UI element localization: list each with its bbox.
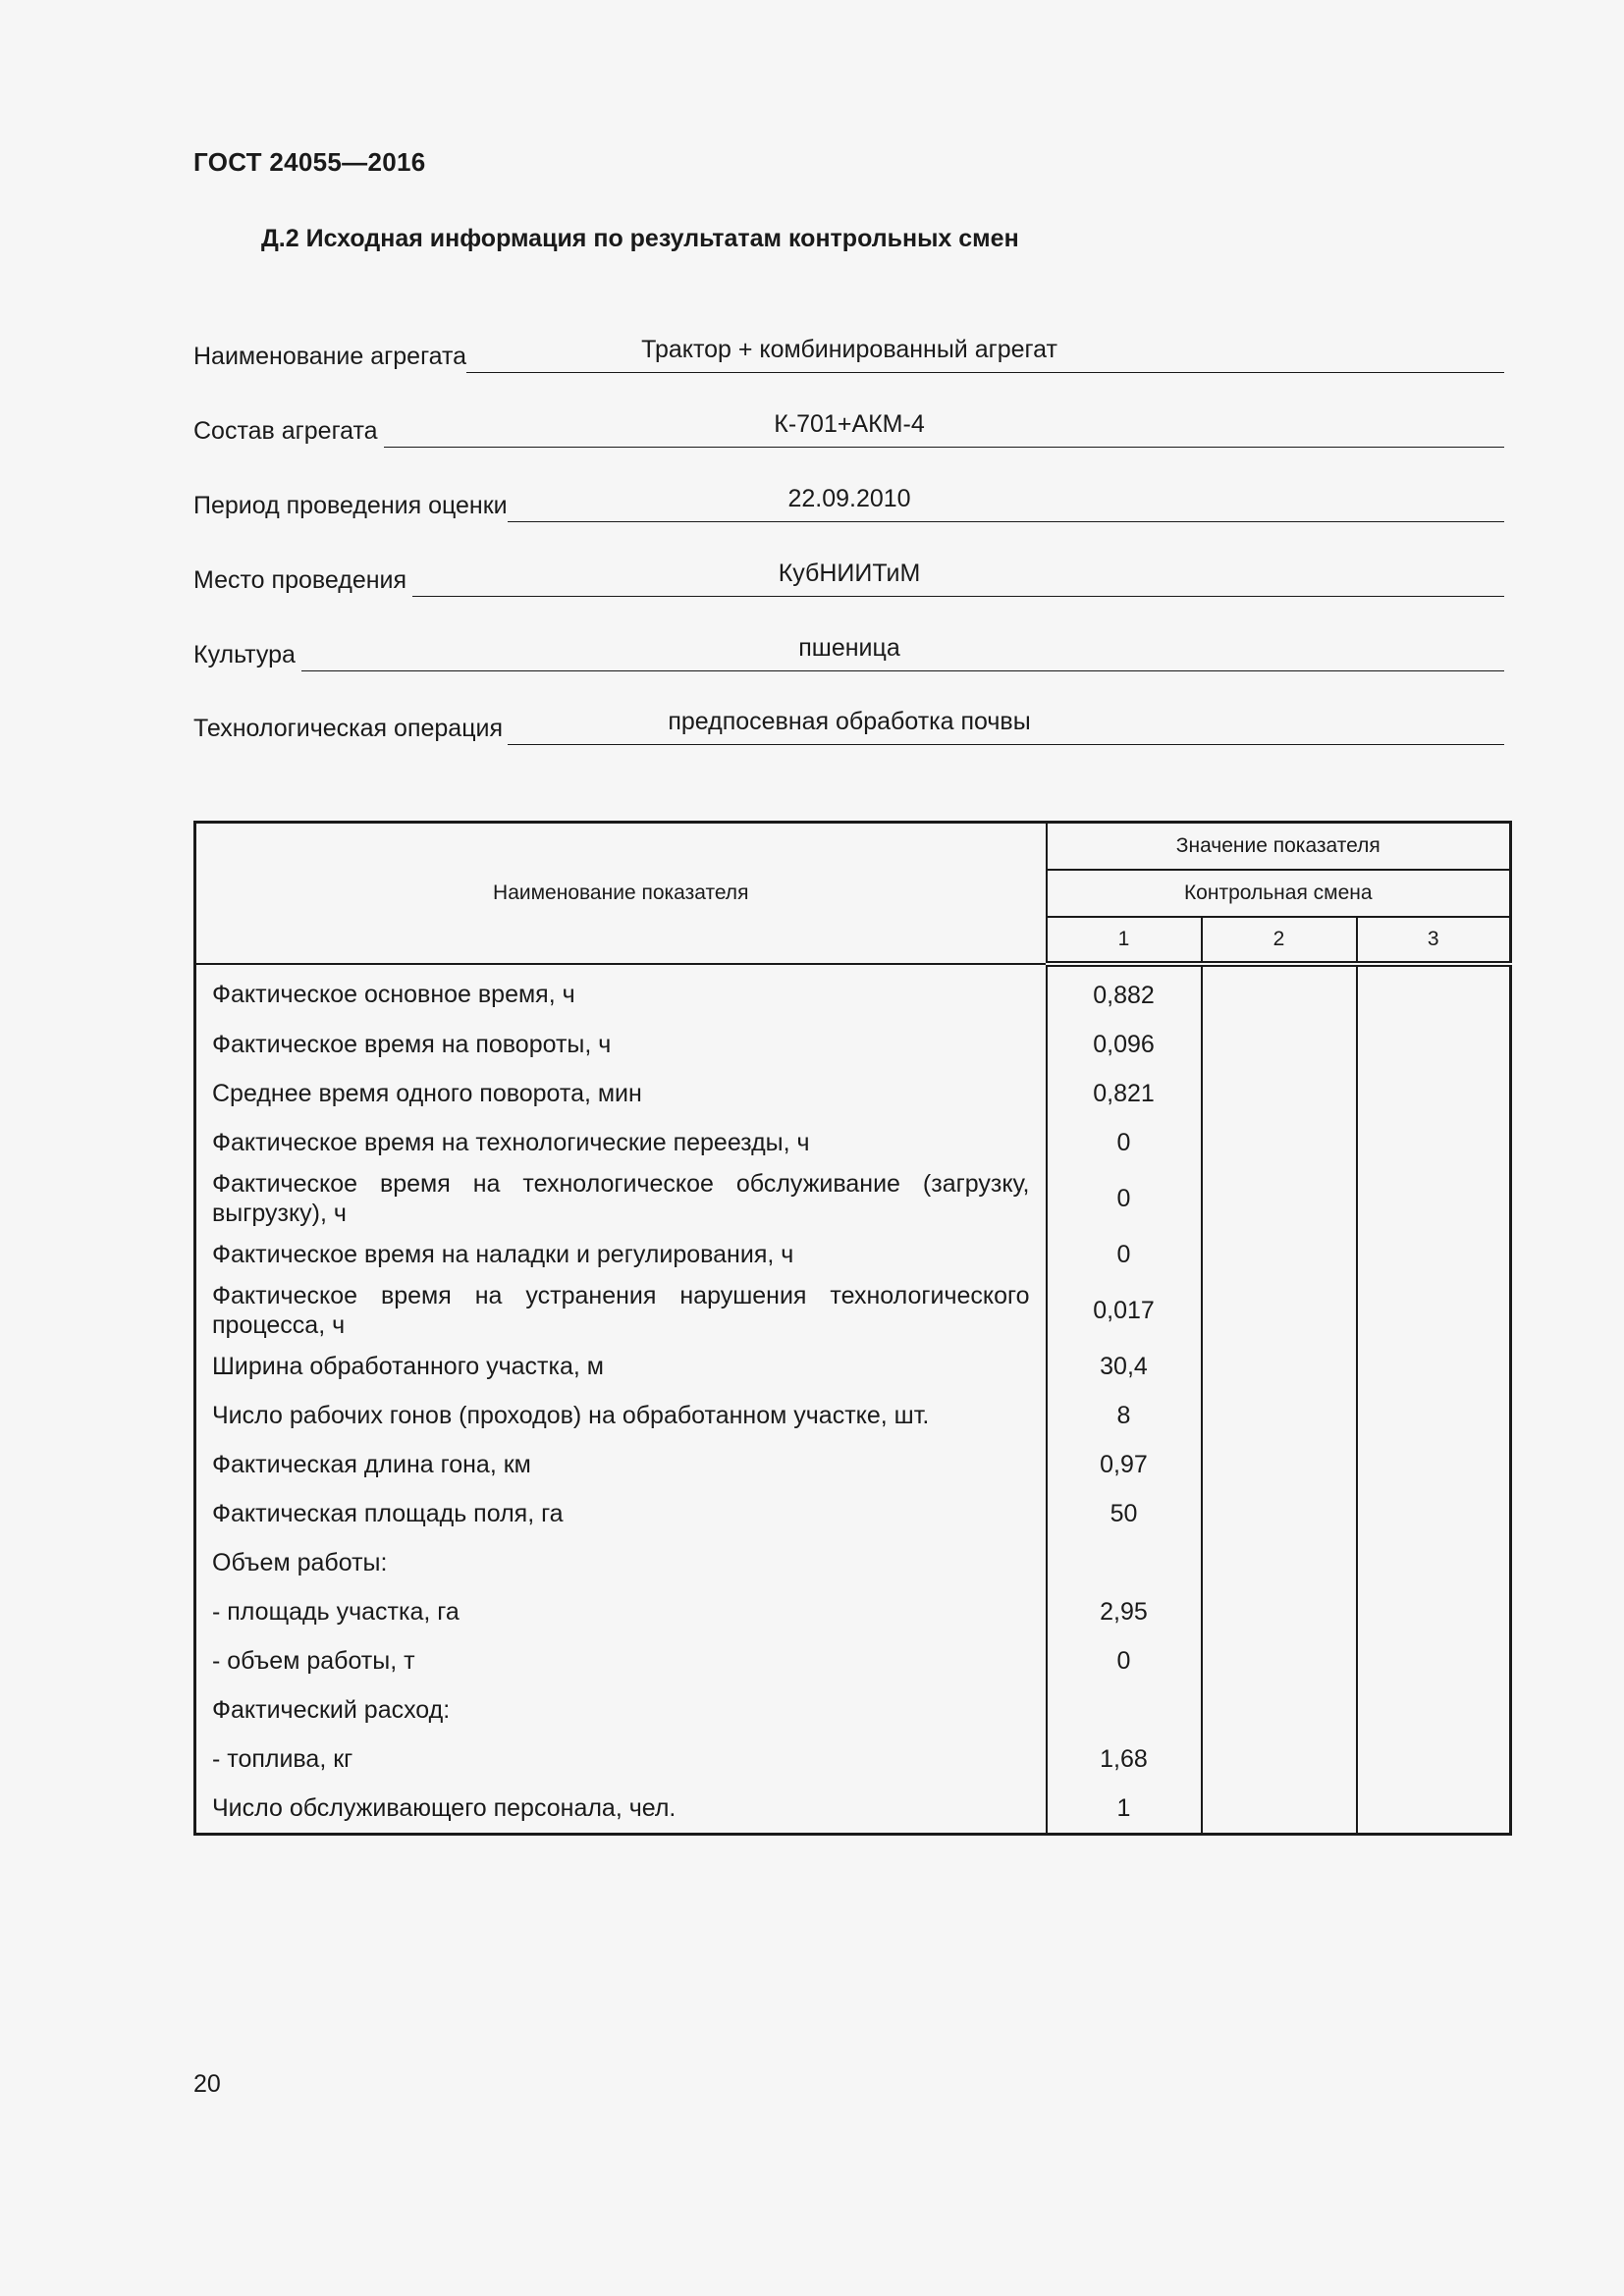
info-underline [301, 670, 1504, 671]
row-value-shift-3 [1357, 1118, 1511, 1167]
table-row [195, 1636, 1511, 1685]
row-value-shift-1: 0,096 [1047, 1020, 1202, 1069]
row-value-shift-2 [1202, 1342, 1357, 1391]
row-value-shift-3 [1357, 1784, 1511, 1835]
row-value-shift-2 [1202, 1538, 1357, 1587]
info-label: Период проведения оценки [193, 492, 508, 519]
row-value-shift-3 [1357, 1020, 1511, 1069]
table-row [195, 1685, 1511, 1735]
info-underline [508, 744, 1504, 745]
row-value-shift-1 [1047, 1685, 1202, 1735]
info-value: 22.09.2010 [787, 485, 911, 512]
table-row [195, 1391, 1511, 1440]
row-value-shift-3 [1357, 1587, 1511, 1636]
row-value-shift-1 [1047, 1538, 1202, 1587]
row-value-shift-3 [1357, 1735, 1511, 1784]
row-name: Объем работы: [195, 1538, 1047, 1587]
row-value-shift-2 [1202, 964, 1357, 1020]
info-field-evaluation-period [193, 479, 1504, 522]
row-value-shift-1: 8 [1047, 1391, 1202, 1440]
row-value-shift-2 [1202, 1391, 1357, 1440]
info-field-operation [193, 702, 1504, 745]
header-control-shift: Контрольная смена [1047, 870, 1511, 917]
page-number: 20 [193, 2070, 221, 2098]
info-field-crop [193, 628, 1504, 671]
header-value-group: Значение показателя [1047, 823, 1511, 871]
table-row [195, 1784, 1511, 1835]
header-shift-3: 3 [1357, 917, 1511, 964]
row-value-shift-3 [1357, 1230, 1511, 1279]
info-value: КубНИИТиМ [778, 560, 921, 587]
row-value-shift-3 [1357, 1342, 1511, 1391]
row-value-shift-1: 0,882 [1047, 964, 1202, 1020]
row-value-shift-2 [1202, 1489, 1357, 1538]
row-name: - объем работы, т [195, 1636, 1047, 1685]
parameters-table [193, 821, 1512, 1836]
row-value-shift-1: 50 [1047, 1489, 1202, 1538]
row-value-shift-2 [1202, 1230, 1357, 1279]
row-value-shift-2 [1202, 1735, 1357, 1784]
row-value-shift-2 [1202, 1440, 1357, 1489]
info-field-location [193, 554, 1504, 597]
row-value-shift-2 [1202, 1784, 1357, 1835]
row-value-shift-3 [1357, 1538, 1511, 1587]
table-row [195, 1587, 1511, 1636]
table-row [195, 1167, 1511, 1230]
info-label: Культура [193, 641, 296, 668]
row-name: Фактическое время на технологические переезды, ч [195, 1118, 1047, 1167]
row-value-shift-2 [1202, 1279, 1357, 1342]
row-name: Фактическое основное время, ч [195, 964, 1047, 1020]
row-value-shift-1: 30,4 [1047, 1342, 1202, 1391]
info-label: Технологическая операция [193, 715, 504, 742]
row-name: Ширина обработанного участка, м [195, 1342, 1047, 1391]
row-value-shift-2 [1202, 1069, 1357, 1118]
table-row [195, 1735, 1511, 1784]
table-row [195, 1118, 1511, 1167]
header-parameter-name: Наименование показателя [195, 823, 1047, 965]
row-name: - площадь участка, га [195, 1587, 1047, 1636]
info-value: Трактор + комбинированный агрегат [641, 336, 1057, 363]
row-value-shift-2 [1202, 1118, 1357, 1167]
info-underline [466, 372, 1504, 373]
row-value-shift-1: 0 [1047, 1118, 1202, 1167]
row-value-shift-3 [1357, 1391, 1511, 1440]
row-value-shift-1: 0,821 [1047, 1069, 1202, 1118]
row-name: Среднее время одного поворота, мин [195, 1069, 1047, 1118]
section-title: Д.2 Исходная информация по результатам контрольных смен [261, 225, 1019, 252]
table-row [195, 1538, 1511, 1587]
info-label: Наименование агрегата [193, 343, 467, 370]
info-underline [412, 596, 1504, 597]
info-value: пшеница [798, 634, 900, 662]
info-underline [384, 447, 1504, 448]
row-name: Фактическое время на технологическое обслуживание (загрузку, выгрузку), ч [195, 1167, 1047, 1230]
info-value: предпосевная обработка почвы [668, 708, 1031, 735]
table-row [195, 964, 1511, 1020]
row-name: Фактическая длина гона, км [195, 1440, 1047, 1489]
table-row [195, 1069, 1511, 1118]
row-value-shift-1: 1,68 [1047, 1735, 1202, 1784]
table-row [195, 1230, 1511, 1279]
row-name: Число рабочих гонов (проходов) на обработанном участке, шт. [195, 1391, 1047, 1440]
row-value-shift-3 [1357, 1685, 1511, 1735]
row-value-shift-3 [1357, 1279, 1511, 1342]
table-row [195, 1279, 1511, 1342]
row-name: Фактическое время на наладки и регулирования, ч [195, 1230, 1047, 1279]
info-label: Состав агрегата [193, 417, 378, 445]
row-value-shift-1: 0 [1047, 1167, 1202, 1230]
info-field-unit-composition [193, 404, 1504, 448]
row-name: Фактическое время на устранения нарушения технологического процесса, ч [195, 1279, 1047, 1342]
row-value-shift-2 [1202, 1587, 1357, 1636]
row-value-shift-3 [1357, 964, 1511, 1020]
row-name: Фактическое время на повороты, ч [195, 1020, 1047, 1069]
doc-code: ГОСТ 24055—2016 [193, 147, 426, 177]
row-value-shift-1: 0 [1047, 1230, 1202, 1279]
row-value-shift-1: 2,95 [1047, 1587, 1202, 1636]
table-row [195, 1020, 1511, 1069]
table-row [195, 1489, 1511, 1538]
info-underline [508, 521, 1504, 522]
row-value-shift-3 [1357, 1167, 1511, 1230]
row-value-shift-3 [1357, 1636, 1511, 1685]
row-value-shift-2 [1202, 1685, 1357, 1735]
row-value-shift-1: 1 [1047, 1784, 1202, 1835]
header-shift-1: 1 [1047, 917, 1202, 964]
header-shift-2: 2 [1202, 917, 1357, 964]
row-value-shift-1: 0,97 [1047, 1440, 1202, 1489]
row-name: Число обслуживающего персонала, чел. [195, 1784, 1047, 1835]
row-name: - топлива, кг [195, 1735, 1047, 1784]
table-row [195, 1440, 1511, 1489]
info-field-unit-name [193, 330, 1504, 373]
row-name: Фактическая площадь поля, га [195, 1489, 1047, 1538]
row-value-shift-1: 0,017 [1047, 1279, 1202, 1342]
row-name: Фактический расход: [195, 1685, 1047, 1735]
row-value-shift-2 [1202, 1167, 1357, 1230]
row-value-shift-3 [1357, 1069, 1511, 1118]
table-row [195, 1342, 1511, 1391]
row-value-shift-3 [1357, 1440, 1511, 1489]
row-value-shift-1: 0 [1047, 1636, 1202, 1685]
row-value-shift-2 [1202, 1020, 1357, 1069]
info-label: Место проведения [193, 566, 407, 594]
row-value-shift-2 [1202, 1636, 1357, 1685]
row-value-shift-3 [1357, 1489, 1511, 1538]
info-value: К-701+АКМ-4 [774, 410, 925, 438]
